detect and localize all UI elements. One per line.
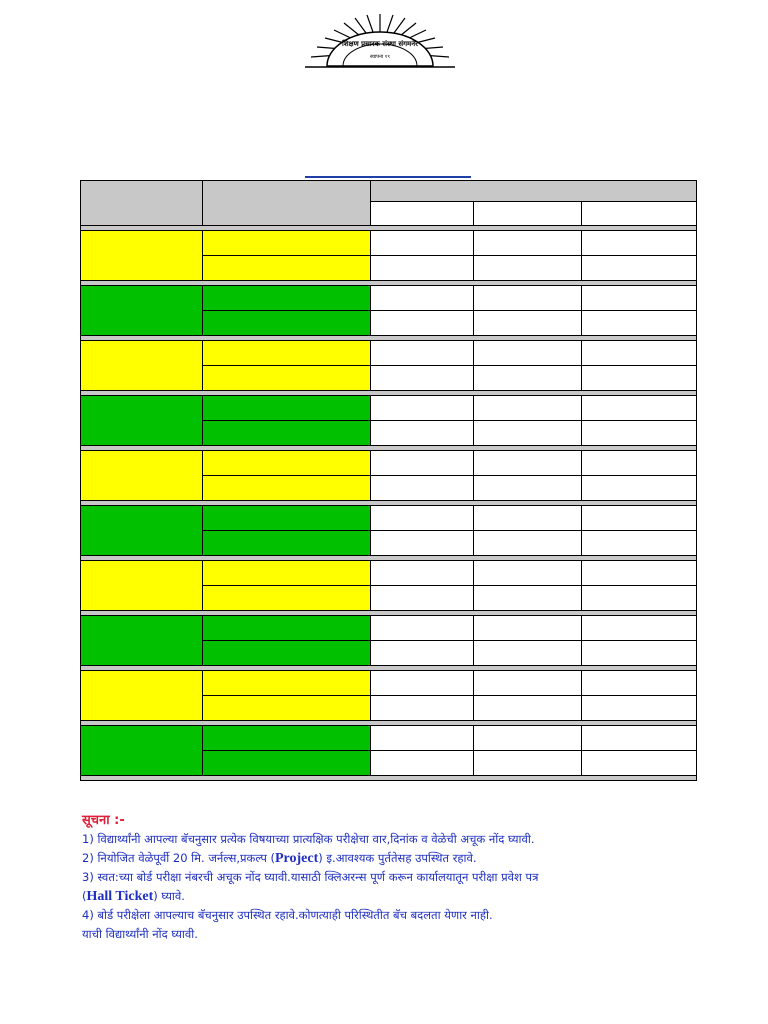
batch-cell [582, 341, 697, 366]
subject-cell [203, 476, 371, 501]
batch-cell [474, 696, 582, 721]
batch-cell [582, 256, 697, 281]
group-cell [81, 616, 203, 666]
batch-cell [582, 561, 697, 586]
batch-cell [371, 286, 474, 311]
group-cell [81, 506, 203, 556]
batch-cell [371, 726, 474, 751]
note-line-3: 3) स्वत:च्या बोर्ड परीक्षा नंबरची अचूक नोंद घ्यावी.यासाठी क्लिअरन्स पूर्ण करून कार्यालयातून परीक्षा प्रवेश पत्र [82, 870, 539, 884]
subject-cell [203, 751, 371, 776]
group-cell [81, 231, 203, 281]
batch-cell [371, 696, 474, 721]
table-row [81, 286, 697, 311]
table-row [81, 231, 697, 256]
header-cell-subject [203, 181, 371, 226]
table-footer-separator [81, 776, 697, 781]
batch-cell [582, 641, 697, 666]
batch-cell [474, 561, 582, 586]
group-cell [81, 396, 203, 446]
batch-cell [371, 671, 474, 696]
title-underline [305, 176, 471, 178]
batch-cell [474, 341, 582, 366]
batch-cell [371, 586, 474, 611]
group-cell [81, 561, 203, 611]
batch-cell [582, 696, 697, 721]
batch-cell [474, 451, 582, 476]
batch-cell [371, 366, 474, 391]
batch-cell [474, 256, 582, 281]
subject-cell [203, 421, 371, 446]
batch-cell [582, 616, 697, 641]
subject-cell [203, 256, 371, 281]
header-cell-group [81, 181, 203, 226]
batch-cell [582, 671, 697, 696]
subject-cell [203, 561, 371, 586]
subject-cell [203, 616, 371, 641]
header-cell-batch-1 [371, 202, 474, 226]
instructions-notes [82, 810, 682, 944]
table-header-row [81, 181, 697, 202]
batch-cell [582, 531, 697, 556]
subject-cell [203, 726, 371, 751]
batch-cell [582, 506, 697, 531]
batch-cell [371, 311, 474, 336]
group-cell [81, 726, 203, 776]
batch-cell [582, 396, 697, 421]
batch-cell [371, 506, 474, 531]
table-row [81, 671, 697, 696]
batch-cell [582, 726, 697, 751]
table-row [81, 616, 697, 641]
batch-cell [582, 751, 697, 776]
batch-cell [474, 751, 582, 776]
batch-cell [371, 616, 474, 641]
batch-cell [474, 616, 582, 641]
table-row [81, 451, 697, 476]
note-line-3b: (Hall Ticket) घ्यावे. [82, 889, 185, 904]
batch-cell [371, 476, 474, 501]
batch-cell [582, 366, 697, 391]
batch-cell [474, 366, 582, 391]
table-row [81, 341, 697, 366]
subject-cell [203, 231, 371, 256]
batch-cell [582, 421, 697, 446]
group-cell [81, 671, 203, 721]
sun-emblem-logo [305, 12, 455, 70]
batch-cell [474, 286, 582, 311]
header-cell-batches [371, 181, 697, 202]
logo-text-bottom: स्थापना १९ [369, 54, 391, 60]
subject-cell [203, 311, 371, 336]
batch-cell [582, 231, 697, 256]
batch-cell [582, 586, 697, 611]
batch-cell [371, 641, 474, 666]
note-line-4: 4) बोर्ड परीक्षेला आपल्याच बॅचनुसार उपस्थित रहावे.कोणत्याही परिस्थितीत बॅच बदलता येणार नाही. [82, 908, 493, 922]
batch-cell [474, 231, 582, 256]
subject-cell [203, 286, 371, 311]
table-row [81, 561, 697, 586]
subject-cell [203, 366, 371, 391]
subject-cell [203, 341, 371, 366]
batch-cell [371, 341, 474, 366]
notes-title: सूचना :- [82, 813, 125, 828]
batch-cell [474, 421, 582, 446]
subject-cell [203, 506, 371, 531]
batch-cell [582, 286, 697, 311]
group-cell [81, 451, 203, 501]
batch-cell [474, 671, 582, 696]
table-row [81, 726, 697, 751]
batch-cell [582, 476, 697, 501]
batch-cell [371, 256, 474, 281]
practical-schedule-table [80, 180, 696, 781]
table-row [81, 506, 697, 531]
subject-cell [203, 696, 371, 721]
subject-cell [203, 641, 371, 666]
note-line-5: याची विद्यार्थ्यांनी नोंद घ्यावी. [82, 927, 198, 941]
batch-cell [371, 231, 474, 256]
subject-cell [203, 671, 371, 696]
batch-cell [474, 396, 582, 421]
batch-cell [582, 451, 697, 476]
subject-cell [203, 531, 371, 556]
batch-cell [371, 451, 474, 476]
batch-cell [371, 561, 474, 586]
subject-cell [203, 586, 371, 611]
batch-cell [474, 531, 582, 556]
batch-cell [371, 421, 474, 446]
header-cell-batch-2 [474, 202, 582, 226]
batch-cell [371, 751, 474, 776]
group-cell [81, 341, 203, 391]
group-cell [81, 286, 203, 336]
logo-text-top: शिक्षण प्रसारक संस्था संगमनेर [342, 40, 418, 48]
batch-cell [474, 586, 582, 611]
batch-cell [371, 531, 474, 556]
batch-cell [474, 641, 582, 666]
batch-cell [474, 726, 582, 751]
table-row [81, 396, 697, 421]
subject-cell [203, 396, 371, 421]
note-line-1: 1) विद्यार्थ्यांनी आपल्या बॅचनुसार प्रत्येक विषयाच्या प्रात्यक्षिक परीक्षेचा वार,दिनांक व वेळेची अचूक नोंद घ्यावी. [82, 832, 535, 846]
batch-cell [582, 311, 697, 336]
subject-cell [203, 451, 371, 476]
batch-cell [474, 476, 582, 501]
batch-cell [474, 506, 582, 531]
batch-cell [474, 311, 582, 336]
note-line-2: 2) नियोजित वेळेपूर्वी 20 मि. जर्नल्स,प्रकल्प (Project) इ.आवश्यक पुर्ततेसह उपस्थित रहावे. [82, 851, 477, 866]
header-cell-batch-3 [582, 202, 697, 226]
batch-cell [371, 396, 474, 421]
